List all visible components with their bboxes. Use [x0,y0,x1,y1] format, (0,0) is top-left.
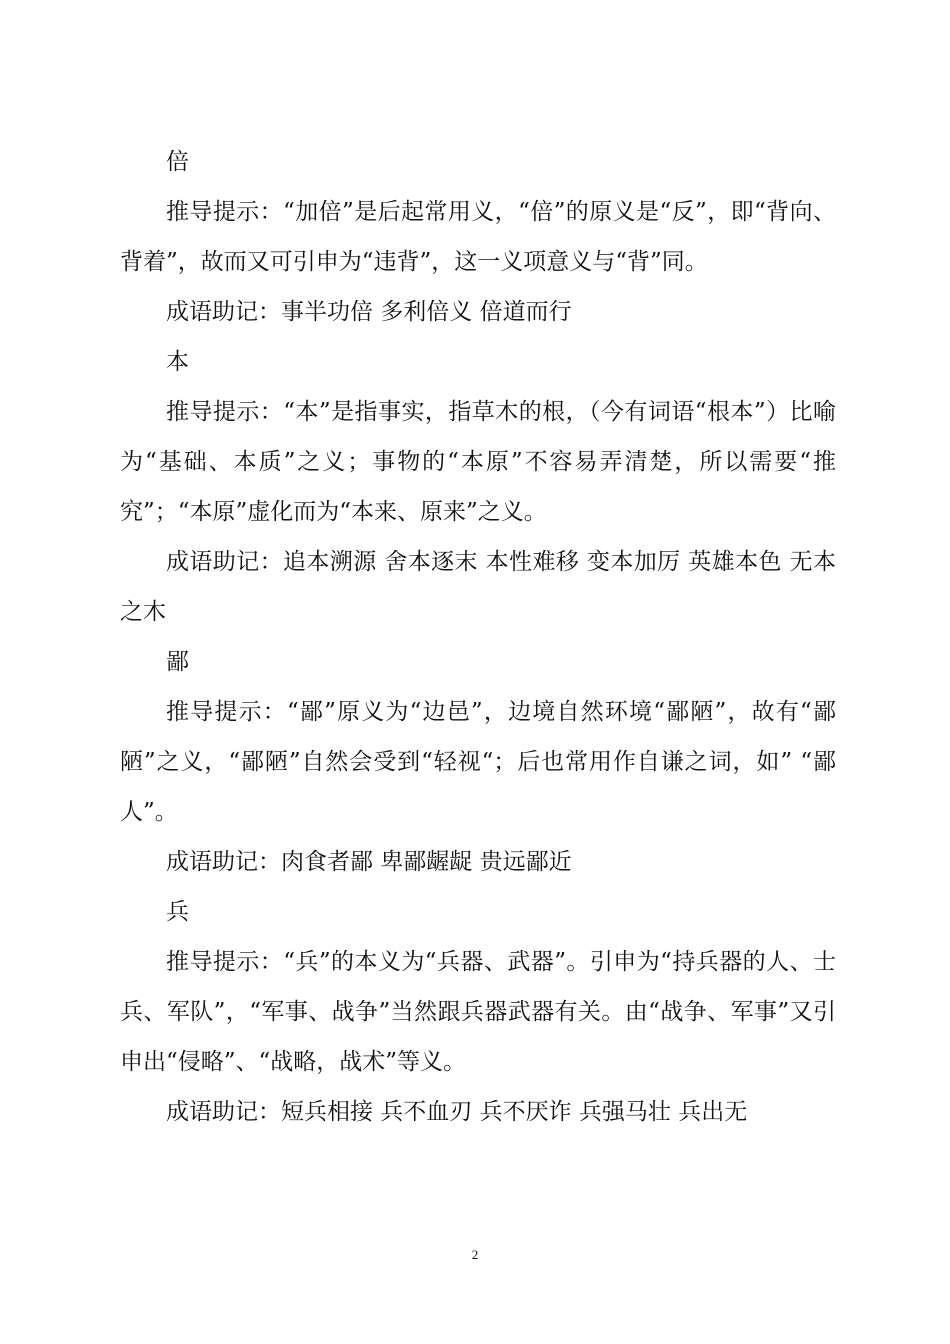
derivation-hint: 推导提示：“本”是指事实，指草木的根，（今有词语“根本”）比喻为“基础、本质”之义；事物的“本原”不容易弄清楚，所以需要“推究”；“本原”虚化而为“本来、原来”之义。 [120,399,836,525]
entry-bei [120,137,836,337]
derivation-hint: 推导提示：“加倍”是后起常用义，“倍”的原义是“反”，即“背向、背着”，故而又可引申为“违背”，这一义项意义与“背”同。 [120,199,836,275]
idiom-mnemonic: 成语助记：事半功倍 多利倍义 倍道而行 [166,299,572,325]
entry-character: 兵 [166,899,189,925]
derivation-hint: 推导提示：“鄙”原义为“边邑”，边境自然环境“鄙陋”，故有“鄙陋”之义，“鄙陋”自然会受到“轻视“；后也常用作自谦之词，如” “鄙人”。 [120,699,836,825]
entry-character: 鄙 [166,649,189,675]
entry-bi [120,637,836,887]
idiom-mnemonic: 成语助记：肉食者鄙 卑鄙龌龊 贵远鄙近 [166,849,572,875]
entry-character: 倍 [166,149,189,175]
entry-character: 本 [166,349,189,375]
derivation-hint: 推导提示：“兵”的本义为“兵器、武器”。引申为“持兵器的人、士兵、军队”，“军事、战争”当然跟兵器武器有关。由“战争、军事”又引申出“侵略”、“战略，战术”等义。 [120,949,836,1075]
entry-bing [120,887,836,1137]
idiom-mnemonic: 成语助记：追本溯源 舍本逐末 本性难移 变本加厉 英雄本色 无本之木 [120,549,836,625]
idiom-mnemonic: 成语助记：短兵相接 兵不血刃 兵不厌诈 兵强马壮 兵出无 [166,1099,748,1125]
entry-ben [120,337,836,637]
document-body [120,137,836,1137]
page-number: 2 [471,1247,479,1262]
